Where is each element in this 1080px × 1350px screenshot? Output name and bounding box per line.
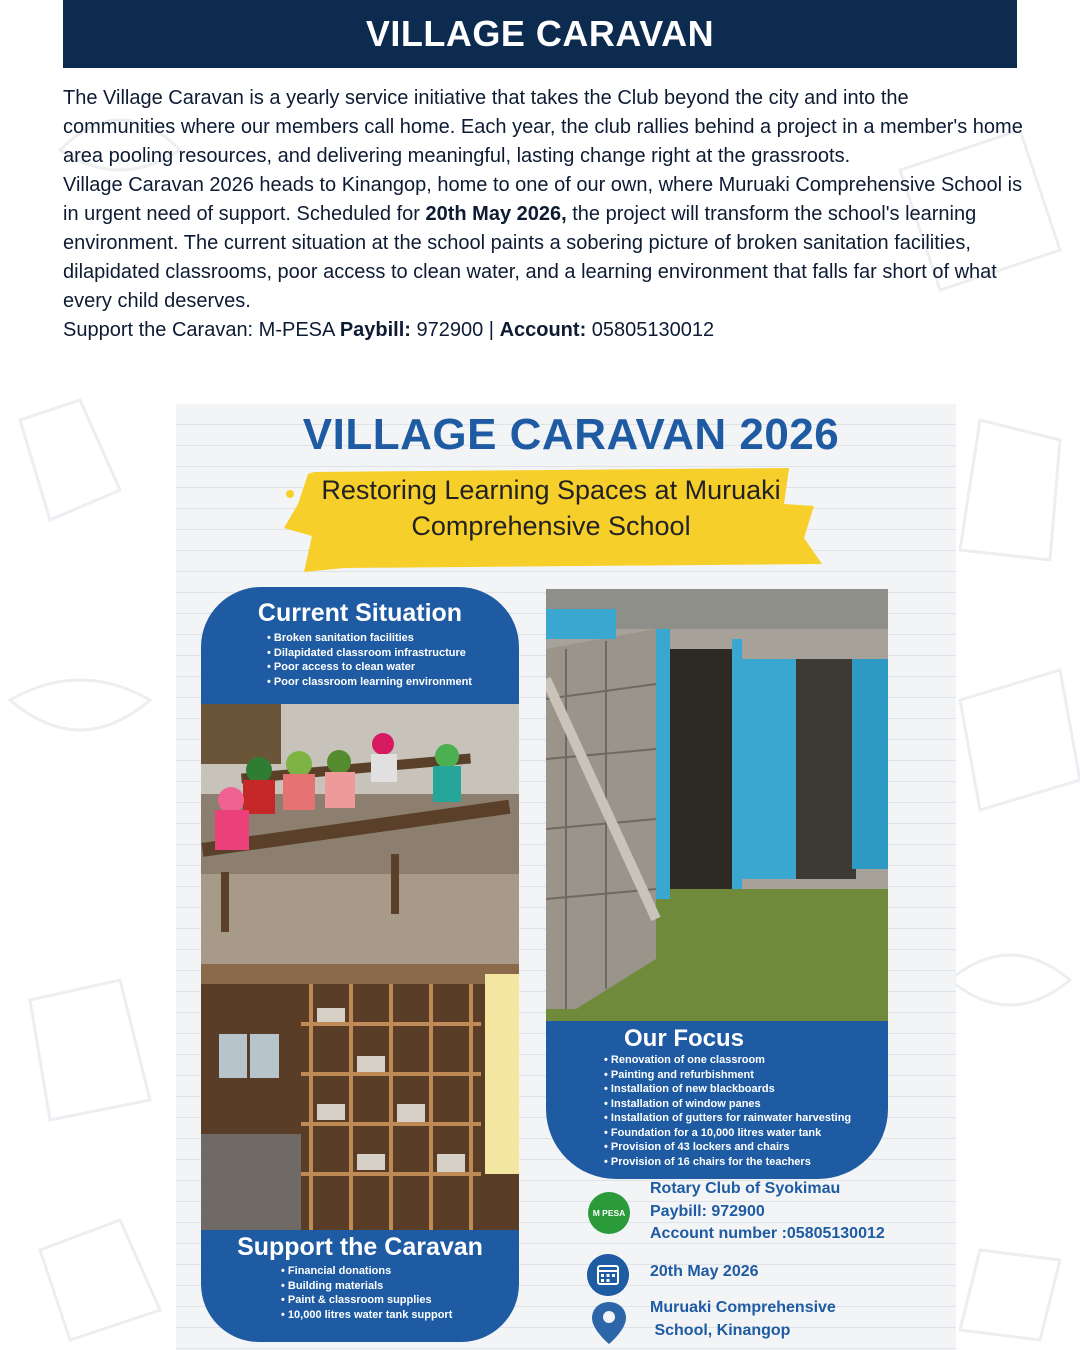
event-poster — [176, 404, 956, 1350]
club-name: Rotary Club of Syokimau — [650, 1180, 841, 1197]
page-title: VILLAGE CARAVAN — [365, 13, 715, 54]
paybill-label: Paybill: — [339, 319, 411, 341]
our-focus-list — [546, 1053, 888, 1169]
support-caravan-heading: Support the Caravan — [237, 1233, 483, 1261]
event-date: 20th May 2026 — [650, 1263, 759, 1280]
current-situation-panel — [201, 587, 519, 707]
account-value: 05805130012 — [586, 319, 715, 341]
library-shelves-photo — [201, 964, 519, 1234]
list-item: • Provision of 43 lockers and chairs — [604, 1140, 888, 1155]
list-item: • Poor access to clean water — [267, 660, 519, 675]
list-item: • Renovation of one classroom — [604, 1053, 888, 1068]
intro-text-part: the project will transform the school's learning environment. The current situation at the school paints a sobering picture of broken sanitation facilities, dilapidated classrooms, poor access to clean water, and a learning environment that falls far short of what every child deserves. — [63, 203, 997, 312]
list-item: • Broken sanitation facilities — [267, 631, 519, 646]
support-line — [63, 316, 1023, 345]
intro-paragraph-1: The Village Caravan is a yearly service initiative that takes the Club beyond the city and into the communities where our members call home. Each year, the club rallies behind a project in a member's home area pooling resources, and delivering meaningful, lasting change right at the grassroots. — [63, 87, 1023, 167]
list-item: • Financial donations — [281, 1264, 519, 1279]
location-line: Muruaki Comprehensive — [650, 1299, 836, 1316]
calendar-icon — [587, 1254, 629, 1296]
support-prefix: Support the Caravan: M-PESA — [63, 319, 340, 341]
current-situation-heading: Current Situation — [257, 599, 463, 627]
intro-text-part: Village Caravan 2026 heads to Kinangop, home to one of our own, where Muruaki Comprehensive School is in urgent need of support. Scheduled for — [63, 174, 1023, 225]
list-item: • Building materials — [281, 1279, 519, 1294]
classroom-photo — [201, 704, 519, 964]
latrine-photo — [546, 589, 888, 1029]
location-line: School, Kinangop — [650, 1321, 791, 1339]
our-focus-panel — [546, 1021, 888, 1179]
location-pin-icon — [592, 1302, 626, 1344]
our-focus-heading: Our Focus — [624, 1025, 745, 1052]
list-item: • Provision of 16 chairs for the teachers — [604, 1155, 888, 1170]
list-item: • Poor classroom learning environment — [267, 675, 519, 690]
intro-text — [63, 84, 1023, 345]
paybill-number: Paybill: 972900 — [650, 1202, 765, 1220]
list-item: • 10,000 litres water tank support — [281, 1308, 519, 1323]
intro-paragraph-2 — [63, 171, 1023, 316]
account-number: Account number :05805130012 — [650, 1225, 885, 1242]
event-date-text: 20th May 2026, — [425, 203, 567, 225]
payment-info — [650, 1178, 885, 1246]
support-caravan-list — [201, 1264, 519, 1322]
list-item: • Dilapidated classroom infrastructure — [267, 646, 519, 661]
paybill-value: 972900 | — [410, 319, 500, 341]
poster-subtitle — [286, 472, 816, 544]
support-caravan-panel — [201, 1230, 519, 1342]
mpesa-icon: M PESA — [588, 1192, 630, 1234]
list-item: • Paint & classroom supplies — [281, 1293, 519, 1308]
list-item: • Installation of window panes — [604, 1097, 888, 1112]
poster-title: VILLAGE CARAVAN 2026 — [302, 410, 840, 459]
subtitle-line: Restoring Learning Spaces at Muruaki — [321, 475, 781, 505]
list-item: • Painting and refurbishment — [604, 1068, 888, 1083]
list-item: • Installation of new blackboards — [604, 1082, 888, 1097]
account-label: Account: — [499, 319, 587, 341]
event-location — [650, 1297, 836, 1342]
list-item: • Foundation for a 10,000 litres water tank — [604, 1126, 888, 1141]
list-item: • Installation of gutters for rainwater harvesting — [604, 1111, 888, 1126]
page-title-banner — [63, 0, 1017, 68]
current-situation-list — [201, 631, 519, 689]
subtitle-line: Comprehensive School — [411, 511, 691, 541]
